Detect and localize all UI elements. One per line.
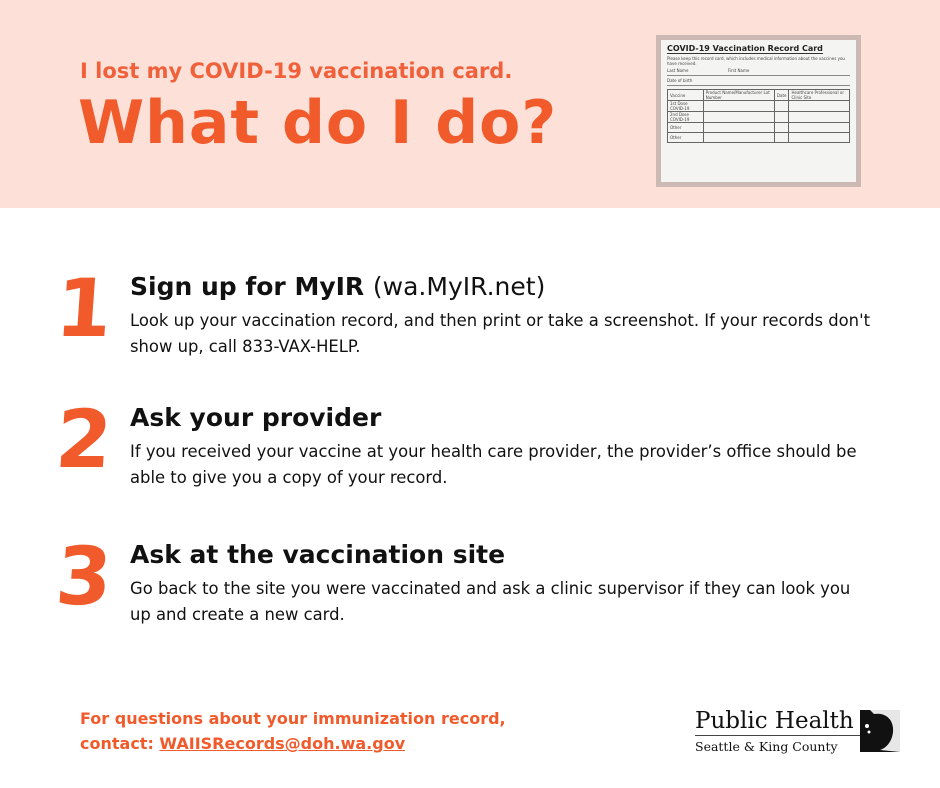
card-dob: Date of birth [667,78,850,86]
step-heading: Sign up for MyIR (wa.MyIR.net) [130,272,546,301]
card-note: Please keep this record card, which includes medical information about the vaccines you have received. [667,56,845,66]
header-banner [0,0,940,208]
card-last-name: Last Name [667,68,689,73]
step-heading: Ask your provider [130,403,382,432]
step-number: 1 [52,262,115,355]
step-body: Go back to the site you were vaccinated and ask a clinic supervisor if they can look you up and create a new card. [130,579,851,624]
vaccination-card-image [656,35,861,187]
page-title: What do I do? [78,88,558,158]
myir-url: (wa.MyIR.net) [372,272,546,301]
step-number: 3 [52,530,115,623]
card-table: Vaccine Product Name/Manufacturer Lot Number Date Healthcare Professional or Clinic Site 1st Dose COVID-19 2nd Dose COVID-19 Other Other [667,89,850,143]
step-number: 2 [52,393,115,486]
step-heading: Ask at the vaccination site [130,540,506,569]
public-health-logo: Public Health Seattle & King County [695,708,860,754]
footer-contact: For questions about your immunization record, contact: WAIISRecords@doh.wa.gov [80,709,506,753]
step-body: Look up your vaccination record, and then print or take a screenshot. If your records don't show up, call 833-VAX-HELP. [130,311,871,356]
subtitle: I lost my COVID-19 vaccination card. [80,59,513,83]
email-link[interactable]: WAIISRecords@doh.wa.gov [159,734,406,753]
face-logo-icon [860,710,900,752]
step-body: If you received your vaccine at your health care provider, the provider’s office should be able to give you a copy of your record. [130,442,857,487]
card-first-name: First Name [727,68,750,73]
card-title: COVID-19 Vaccination Record Card [667,44,823,53]
